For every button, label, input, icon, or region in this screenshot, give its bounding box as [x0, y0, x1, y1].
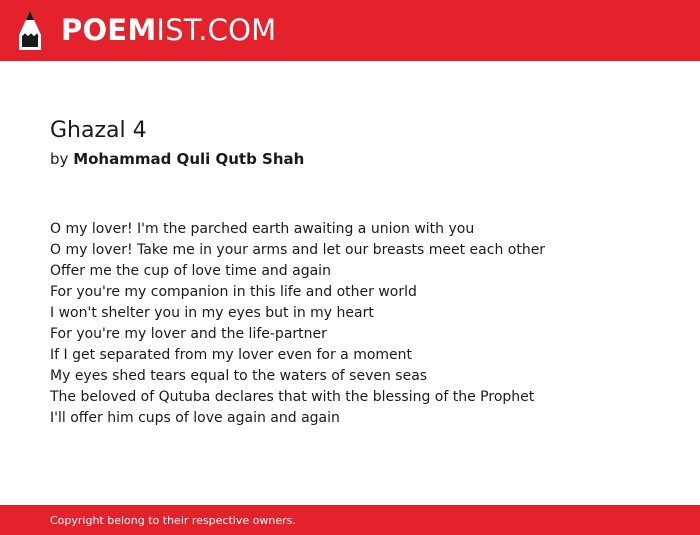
author-name: Mohammad Quli Qutb Shah — [73, 150, 305, 168]
poem-title: Ghazal 4 — [50, 118, 147, 143]
logo-light-text: IST.COM — [156, 13, 277, 47]
poem-line: The beloved of Qutuba declares that with the blessing of the Prophet — [50, 389, 535, 405]
poem-line: For you're my lover and the life-partner — [50, 326, 327, 342]
poem-line: O my lover! I'm the parched earth awaiting a union with you — [50, 221, 475, 237]
poem-body — [50, 219, 545, 429]
poem-line: Offer me the cup of love time and again — [50, 263, 331, 279]
site-logo[interactable] — [61, 13, 276, 47]
poem-line: I'll offer him cups of love again and again — [50, 410, 340, 426]
pencil-icon — [18, 10, 42, 52]
poem-line: My eyes shed tears equal to the waters of seven seas — [50, 368, 428, 384]
site-header — [0, 0, 700, 61]
by-label: by — [50, 150, 69, 168]
copyright-text: Copyright belong to their respective owners. — [50, 514, 296, 527]
poem-line: If I get separated from my lover even for a moment — [50, 347, 413, 363]
poem-line: O my lover! Take me in your arms and let our breasts meet each other — [50, 242, 546, 258]
logo-bold-text: POEM — [61, 13, 157, 47]
byline — [50, 150, 304, 168]
site-footer — [0, 505, 700, 535]
poem-line: For you're my companion in this life and other world — [50, 284, 417, 300]
poem-line: I won't shelter you in my eyes but in my heart — [50, 305, 374, 321]
